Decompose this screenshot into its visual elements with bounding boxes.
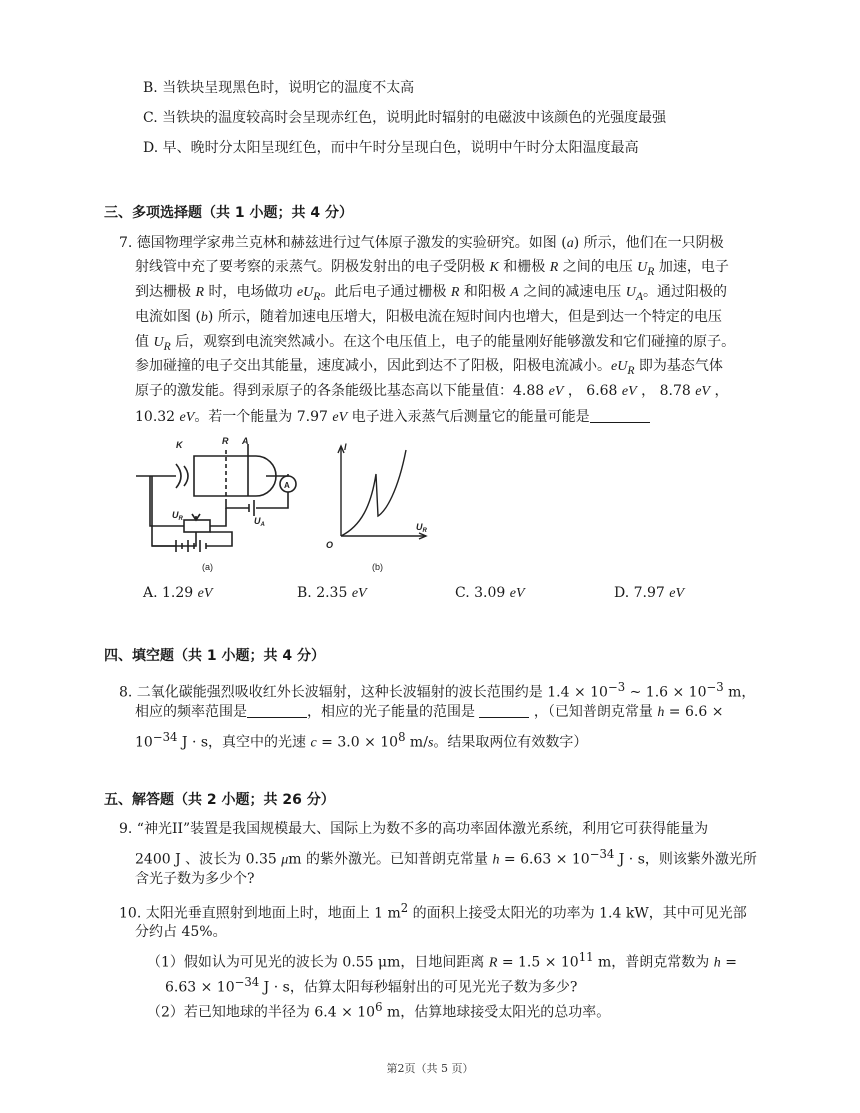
current-curve [341, 450, 406, 536]
energy-blank[interactable] [479, 703, 529, 718]
q7-option-a: A. 1.29 eV [143, 585, 213, 601]
svg-text:A: A [284, 481, 290, 490]
option-d: D. 早、晚时分太阳呈现红色，而中午时分呈现白色，说明中午时分太阳温度最高 [143, 140, 639, 156]
q7-option-b: B. 2.35 eV [297, 585, 367, 601]
option-c: C. 当铁块的温度较高时会呈现赤红色，说明此时辐射的电磁波中该颜色的光强度最强 [143, 110, 667, 126]
option-b: B. 当铁块呈现黑色时，说明它的温度不太高 [143, 80, 415, 96]
q7-option-c: C. 3.09 eV [455, 585, 525, 601]
svg-text:R: R [222, 436, 229, 446]
figure-b-tag: (b) [372, 562, 383, 572]
frequency-blank[interactable] [247, 703, 307, 718]
figure-a-tag: (a) [202, 562, 213, 572]
page-footer: 第2页（共 5 页） [386, 1062, 474, 1075]
section-title-4: 四、填空题（共 1 小题；共 4 分） [104, 648, 325, 664]
svg-text:I: I [344, 442, 347, 452]
svg-text:UA: $U_A$ [254, 516, 265, 528]
svg-text:A: A [242, 436, 249, 446]
graph-b [338, 446, 426, 539]
svg-text:K: K [176, 440, 183, 450]
circuit-a [136, 444, 296, 552]
section-title-3: 三、多项选择题（共 1 小题；共 4 分） [104, 205, 353, 221]
q7-option-d: D. 7.97 eV [614, 585, 685, 601]
svg-text:O: O [326, 540, 334, 550]
figure-ab [136, 436, 436, 576]
tube-outline [194, 456, 276, 496]
svg-text:UR: $U_R$ [416, 522, 427, 534]
section-title-5: 五、解答题（共 2 小题；共 26 分） [104, 792, 335, 808]
answer-blank[interactable] [590, 408, 650, 423]
svg-text:UR: $U_R$ [172, 510, 183, 522]
